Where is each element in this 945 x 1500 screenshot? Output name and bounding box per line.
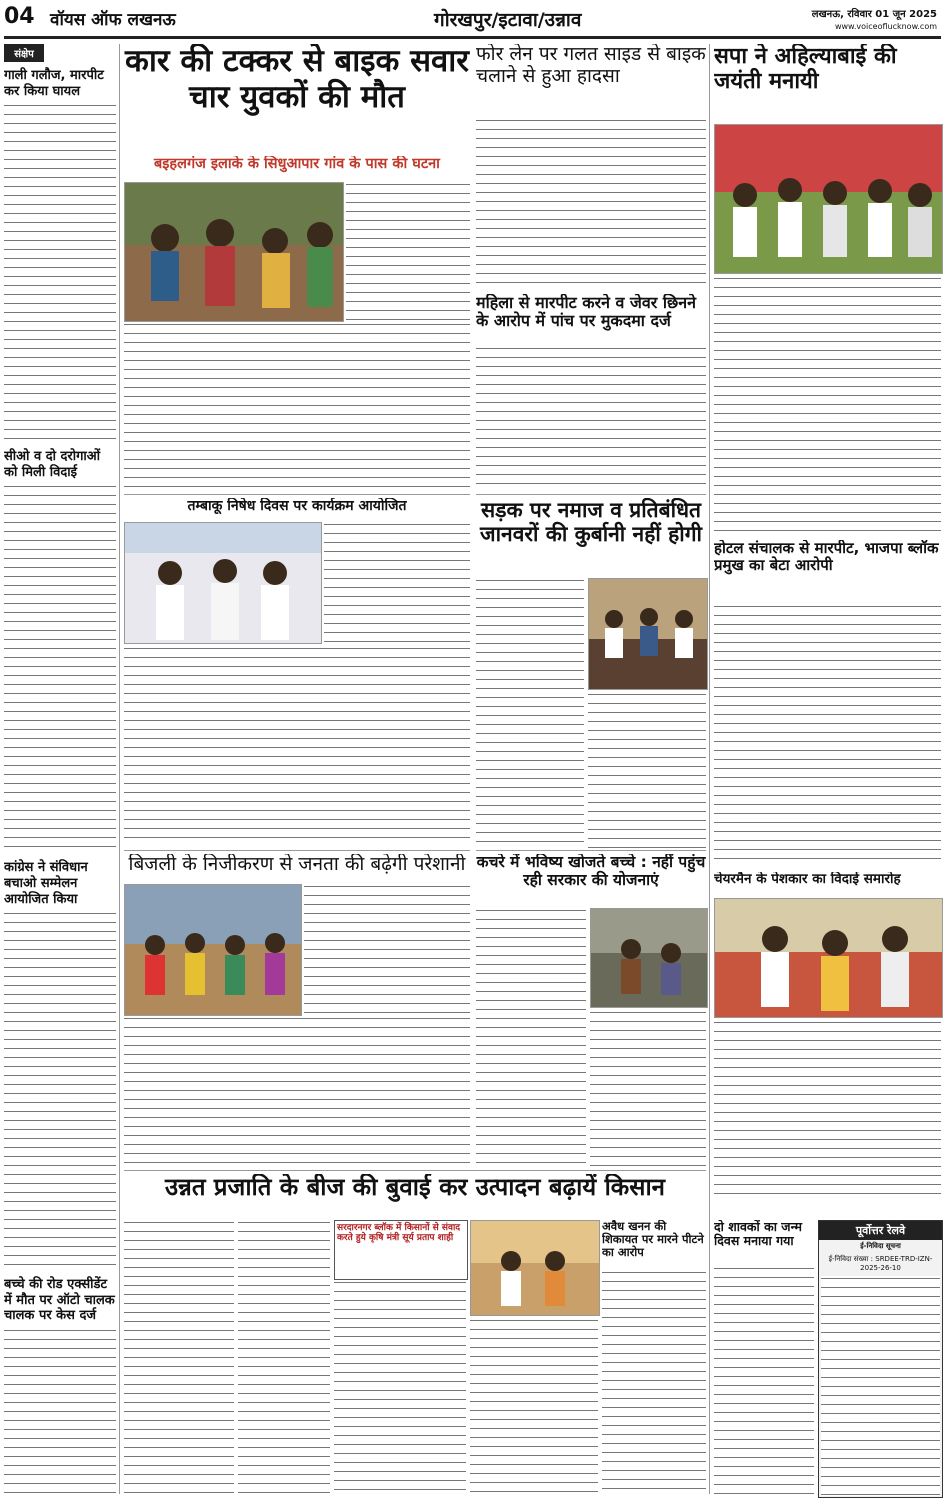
story-7-header <box>476 854 706 906</box>
story-3-header <box>476 294 706 344</box>
ad-body <box>821 1276 940 1496</box>
story-8-text-d <box>470 1318 598 1496</box>
story-8-title: उन्नत प्रजाति के बीज की बुवाई कर उत्पादन बढ़ायें किसान <box>165 1174 665 1201</box>
divider <box>476 494 706 495</box>
ad-line-1: ई-निविदा सूचना <box>860 1242 901 1250</box>
right-story-3-header <box>714 872 941 896</box>
sidebar-tag: संक्षेप <box>4 44 44 62</box>
story-8-photo <box>470 1220 600 1316</box>
right-story-2-text <box>714 604 941 866</box>
masthead-rule <box>4 36 941 39</box>
story-8-text-a <box>124 1220 234 1496</box>
story-4-header <box>124 498 470 520</box>
story-6-text-b <box>124 1016 470 1166</box>
sidebar-text-1 <box>4 103 116 443</box>
right-story-1-header <box>714 44 941 124</box>
sidebar-headline-1: गाली गलौज, मारपीट कर किया घायल <box>4 68 104 99</box>
ad-title: पूर्वोत्तर रेलवे <box>819 1221 942 1240</box>
divider <box>119 44 120 1494</box>
story-5-text-a <box>476 578 584 848</box>
story-10-text <box>714 1266 814 1496</box>
story-1-subhead-wrap <box>124 156 470 180</box>
story-9-text <box>602 1270 706 1496</box>
story-7-photo <box>590 908 708 1008</box>
story-7-text-b <box>590 1010 706 1166</box>
divider <box>476 850 706 851</box>
story-1-text-b <box>124 322 470 490</box>
issue-date: लखनऊ, रविवार 01 जून 2025 <box>811 9 937 20</box>
divider <box>124 1170 706 1171</box>
right-story-3-photo <box>714 898 943 1018</box>
sidebar <box>4 44 116 1494</box>
website: www.voiceoflucknow.com <box>834 22 937 31</box>
story-8-text-b <box>238 1220 330 1496</box>
story-7-title: कचरे में भविष्य खोजते बच्चे : नहीं पहुंच रही सरकार की योजनाएं <box>476 854 706 889</box>
story-1-title: कार की टक्कर से बाइक सवार चार युवकों की मौत <box>125 44 469 115</box>
story-9-header <box>602 1220 706 1268</box>
divider <box>124 850 470 851</box>
story-3-title: महिला से मारपीट करने व जेवर छिनने के आरोप में पांच पर मुकदमा दर्ज <box>476 294 697 331</box>
story-1-photo <box>124 182 344 322</box>
story-9-title: अवैध खनन की शिकायत पर मारने पीटने का आरोप <box>602 1220 704 1260</box>
page-number: 04 <box>4 4 35 29</box>
sidebar-headline-4: बच्चे की रोड एक्सीडेंट में मौत पर ऑटो चालक चालक पर केस दर्ज <box>4 1277 115 1324</box>
story-8-box-text: सरदारनगर ब्लॉक में किसानों से संवाद करते हुये कृषि मंत्री सूर्य प्रताप शाही <box>337 1223 461 1244</box>
story-3-text <box>476 346 706 490</box>
story-1-header <box>124 44 470 174</box>
story-4-title: तम्बाकू निषेध दिवस पर कार्यक्रम आयोजित <box>187 498 407 514</box>
story-6-header <box>124 854 470 882</box>
right-story-3-title: चेयरमैन के पेशकार का विदाई समारोह <box>714 872 901 887</box>
right-story-1-photo <box>714 124 943 274</box>
sidebar-headline-2: सीओ व दो दरोगाओं को मिली विदाई <box>4 449 101 480</box>
story-2-title: फोर लेन पर गलत साइड से बाइक चलाने से हुआ हादसा <box>476 44 706 87</box>
story-1-subhead: बइहलगंज इलाके के सिधुआपार गांव के पास की घटना <box>154 156 440 172</box>
story-6-text-a <box>304 884 470 1014</box>
story-5-title: सड़क पर नमाज व प्रतिबंधित जानवरों की कुर्बानी नहीं होगी <box>480 498 702 547</box>
sidebar-text-2 <box>4 484 116 854</box>
ad-line-2: ई-निविदा संख्या : SRDEE-TRD-IZN-2025-26-10 <box>828 1255 933 1272</box>
story-8-header <box>124 1174 706 1214</box>
story-4-text-b <box>124 646 470 846</box>
story-10-header <box>714 1220 814 1264</box>
sidebar-headline-3: कांग्रेस ने संविधान बचाओ सम्मेलन आयोजित किया <box>4 860 88 907</box>
sidebar-text-3 <box>4 911 116 1271</box>
story-2-header <box>476 44 706 114</box>
brand-name: वॉयस ऑफ लखनऊ <box>50 10 176 30</box>
right-story-1-text <box>714 276 941 536</box>
right-story-2-title: होटल संचालक से मारपीट, भाजपा ब्लॉक प्रमुख का बेटा आरोपी <box>714 540 939 575</box>
story-2-text <box>476 118 706 290</box>
story-7-text-a <box>476 908 586 1166</box>
story-5-text-b <box>588 692 706 848</box>
divider <box>709 44 710 1494</box>
story-1-text-a <box>346 182 470 320</box>
story-10-title: दो शावकों का जन्म दिवस मनाया गया <box>714 1220 803 1249</box>
right-story-2-header <box>714 540 941 602</box>
right-story-1-title: सपा ने अहिल्याबाई की जयंती मनायी <box>714 44 897 95</box>
section-title: गोरखपुर/इटावा/उन्नाव <box>434 9 582 31</box>
story-5-photo <box>588 578 708 690</box>
masthead <box>4 4 941 34</box>
divider <box>124 494 470 495</box>
story-8-highlight-box <box>334 1220 468 1280</box>
story-4-text-a <box>324 522 470 642</box>
right-story-3-text <box>714 1020 941 1200</box>
story-4-photo <box>124 522 322 644</box>
story-8-text-c <box>334 1280 466 1496</box>
story-6-title: बिजली के निजीकरण से जनता की बढ़ेगी परेशानी <box>128 854 466 875</box>
story-5-header <box>476 498 706 576</box>
story-6-photo <box>124 884 302 1016</box>
sidebar-text-4 <box>4 1328 116 1494</box>
railway-tender-ad <box>818 1220 943 1498</box>
